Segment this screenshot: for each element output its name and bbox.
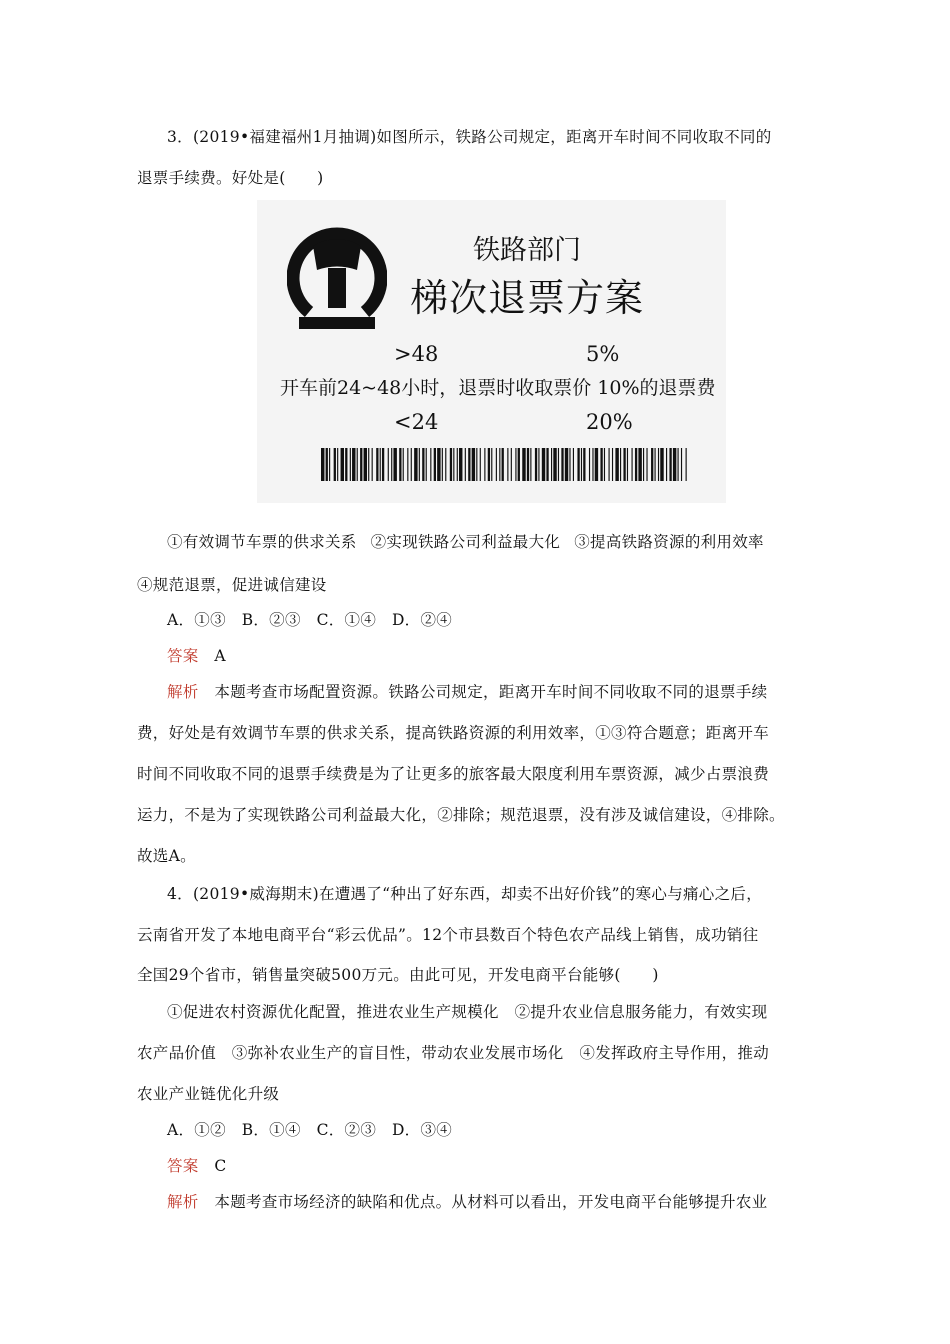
q3-option-1: ①有效调节车票的供求关系 bbox=[167, 533, 357, 551]
analysis-label: 解析 bbox=[167, 683, 199, 701]
figure-title-plan: 梯次退票方案 bbox=[409, 276, 644, 320]
row1-hours: >48 bbox=[394, 342, 439, 366]
row3-rate: 20% bbox=[586, 410, 633, 434]
q4-options-line-3: 农业产业链优化升级 bbox=[137, 1085, 280, 1103]
q4-options-line-2: 农产品价值 ③弥补农业生产的盲目性，带动农业发展市场化 ④发挥政府主导作用，推动 bbox=[137, 1044, 770, 1062]
q4-stem-line-3: 全国29个省市，销售量突破500万元。由此可见，开发电商平台能够( ) bbox=[137, 966, 659, 984]
row1-rate: 5% bbox=[586, 342, 620, 366]
q3-analysis-line-3: 时间不同收取不同的退票手续费是为了让更多的旅客最大限度利用车票资源，减少占票浪费 bbox=[137, 765, 770, 783]
q3-answer bbox=[167, 645, 847, 667]
q3-analysis-line-2: 费，好处是有效调节车票的供求关系，提高铁路资源的利用效率，①③符合题意；距离开车 bbox=[137, 724, 770, 742]
q3-choices: A．①③ B．②③ C．①④ D．②④ bbox=[167, 611, 453, 629]
answer-value: A bbox=[214, 647, 226, 665]
q3-stem-line-1: 3．(2019•福建福州1月抽调)如图所示，铁路公司规定，距离开车时间不同收取不同的 bbox=[167, 128, 772, 146]
q3-stem-line-2: 退票手续费。好处是( ) bbox=[137, 169, 324, 187]
answer-label: 答案 bbox=[167, 1157, 199, 1175]
railway-logo-icon bbox=[287, 216, 387, 331]
q3-options-line-1 bbox=[167, 531, 847, 553]
q4-options-line-1: ①促进农村资源优化配置，推进农业生产规模化 ②提升农业信息服务能力，有效实现 bbox=[167, 1003, 768, 1021]
q3-analysis-line-4: 运力，不是为了实现铁路公司利益最大化，②排除；规范退票，没有涉及诚信建设，④排除。 bbox=[137, 806, 785, 824]
answer-label: 答案 bbox=[167, 647, 199, 665]
row3-hours: <24 bbox=[394, 410, 439, 434]
analysis-label: 解析 bbox=[167, 1193, 199, 1211]
refund-policy-figure bbox=[257, 200, 726, 503]
barcode bbox=[321, 448, 689, 481]
q4-stem-line-1: 4．(2019•威海期末)在遭遇了“种出了好东西，却卖不出好价钱”的寒心与痛心之后， bbox=[167, 885, 762, 903]
q4-answer bbox=[167, 1155, 847, 1177]
q3-analysis-line-1 bbox=[167, 681, 847, 703]
q3-option-3: ③提高铁路资源的利用效率 bbox=[574, 533, 764, 551]
q3-option-2: ②实现铁路公司利益最大化 bbox=[370, 533, 561, 551]
figure-title-department: 铁路部门 bbox=[473, 235, 581, 266]
q3-analysis-line-5: 故选A。 bbox=[137, 847, 196, 865]
row2-text: 开车前24~48小时，退票时收取票价 10%的退票费 bbox=[280, 377, 716, 399]
q4-choices: A．①② B．①④ C．②③ D．③④ bbox=[167, 1121, 453, 1139]
analysis-text: 本题考查市场经济的缺陷和优点。从材料可以看出，开发电商平台能够提升农业 bbox=[214, 1193, 768, 1211]
answer-value: C bbox=[214, 1157, 227, 1175]
analysis-text: 本题考查市场配置资源。铁路公司规定，距离开车时间不同收取不同的退票手续 bbox=[214, 683, 768, 701]
q4-stem-line-2: 云南省开发了本地电商平台“彩云优品”。12个市县数百个特色农产品线上销售，成功销往 bbox=[137, 926, 759, 944]
q3-options-line-2: ④规范退票，促进诚信建设 bbox=[137, 576, 327, 594]
q4-analysis-line-1 bbox=[167, 1191, 847, 1213]
